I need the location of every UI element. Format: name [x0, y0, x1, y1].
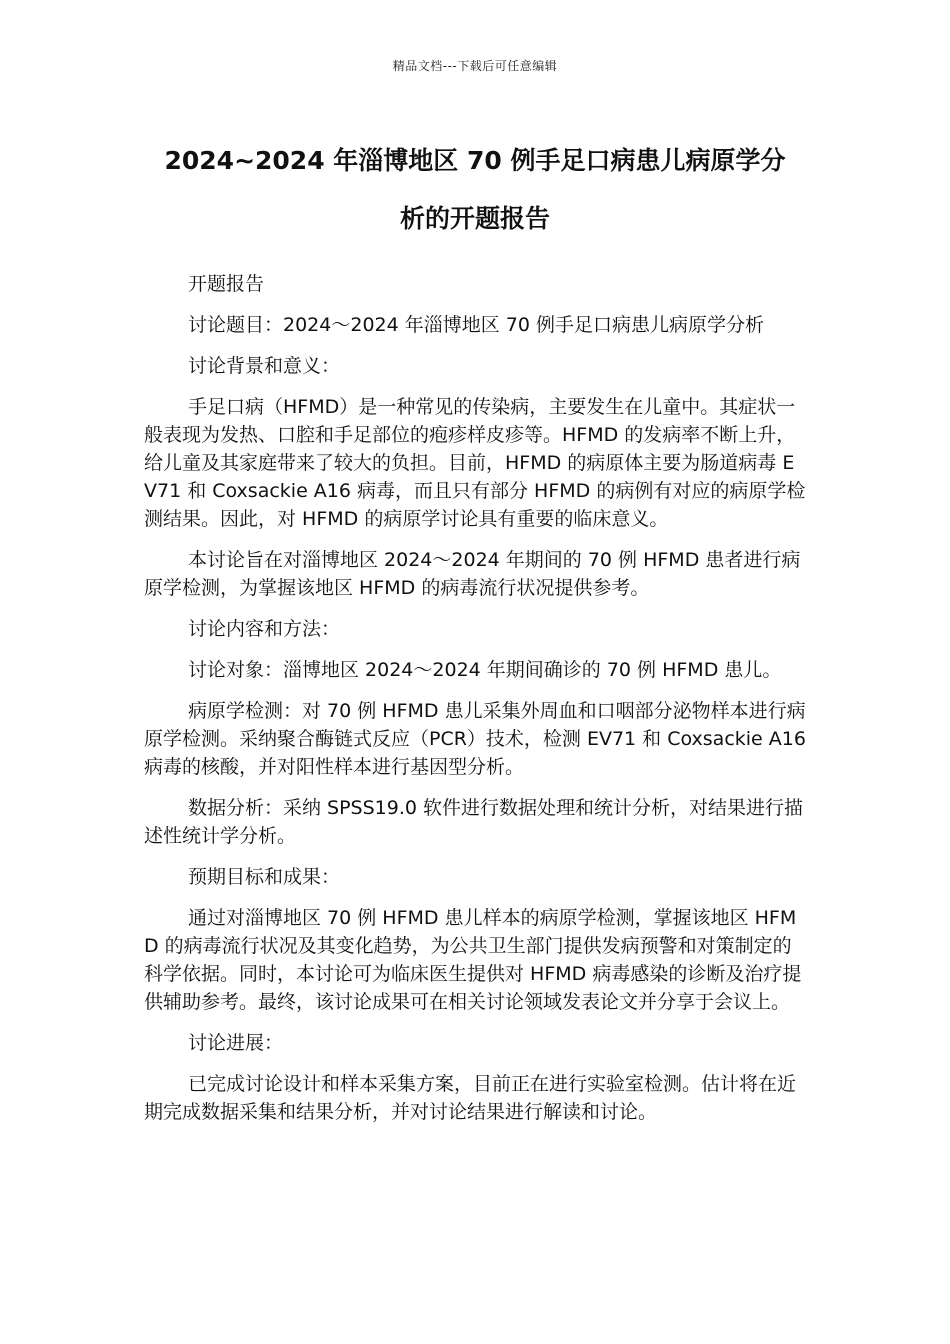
paragraph-expected-goals: 通过对淄博地区 70 例 HFMD 患儿样本的病原学检测，掌握该地区 HFMD 的病毒流行状况及其变化趋势，为公共卫生部门提供发病预警和对策制定的科学依据。同时，本讨论可为临床医生提供对 HFMD 病毒感染的诊断及治疗提供辅助参考。最终，该讨论成果可在相关讨论领域发表论文并分享于会议上。	[144, 907, 802, 1013]
paragraph-pathogen-testing: 病原学检测：对 70 例 HFMD 患儿采集外周血和口咽部分泌物样本进行病原学检测。采纳聚合酶链式反应（PCR）技术，检测 EV71 和 Coxsackie A16 病毒的核酸，并对阳性样本进行基因型分析。	[144, 700, 806, 778]
heading-progress: 讨论进展：	[188, 1032, 284, 1054]
heading-background: 讨论背景和意义：	[188, 355, 341, 377]
header-note: 精品文档---下载后可任意编辑	[392, 59, 558, 73]
paragraph-data-analysis: 数据分析：采纳 SPSS19.0 软件进行数据处理和统计分析，对结果进行描述性统计学分析。	[144, 797, 804, 847]
paragraph-purpose: 本讨论旨在对淄博地区 2024～2024 年期间的 70 例 HFMD 患者进行病原学检测，为掌握该地区 HFMD 的病毒流行状况提供参考。	[144, 549, 801, 599]
paragraph-background: 手足口病（HFMD）是一种常见的传染病，主要发生在儿童中。其症状一般表现为发热、口腔和手足部位的疱疹样皮疹等。HFMD 的发病率不断上升，给儿童及其家庭带来了较大的负担。目前，HFMD 的病原体主要为肠道病毒 EV71 和 Coxsackie A16 病毒，而且只有部分 HFMD 的病例有对应的病原学检测结果。因此，对 HFMD 的病原学讨论具有重要的临床意义。	[144, 396, 806, 530]
heading-expected-goals: 预期目标和成果：	[188, 866, 341, 888]
document-title	[120, 132, 830, 248]
document-title-line-2: 析的开题报告	[399, 204, 550, 233]
paragraph-progress: 已完成讨论设计和样本采集方案，目前正在进行实验室检测。估计将在近期完成数据采集和结果分析，并对讨论结果进行解读和讨论。	[144, 1073, 797, 1123]
paragraph-report-label: 开题报告	[188, 273, 265, 295]
document-title-line-1: 2024~2024 年淄博地区 70 例手足口病患儿病原学分	[164, 146, 786, 175]
paragraph-subjects: 讨论对象：淄博地区 2024～2024 年期间确诊的 70 例 HFMD 患儿。	[188, 659, 782, 681]
heading-content-methods: 讨论内容和方法：	[188, 618, 341, 640]
paragraph-topic: 讨论题目：2024～2024 年淄博地区 70 例手足口病患儿病原学分析	[188, 314, 765, 336]
document-body	[144, 270, 806, 1139]
